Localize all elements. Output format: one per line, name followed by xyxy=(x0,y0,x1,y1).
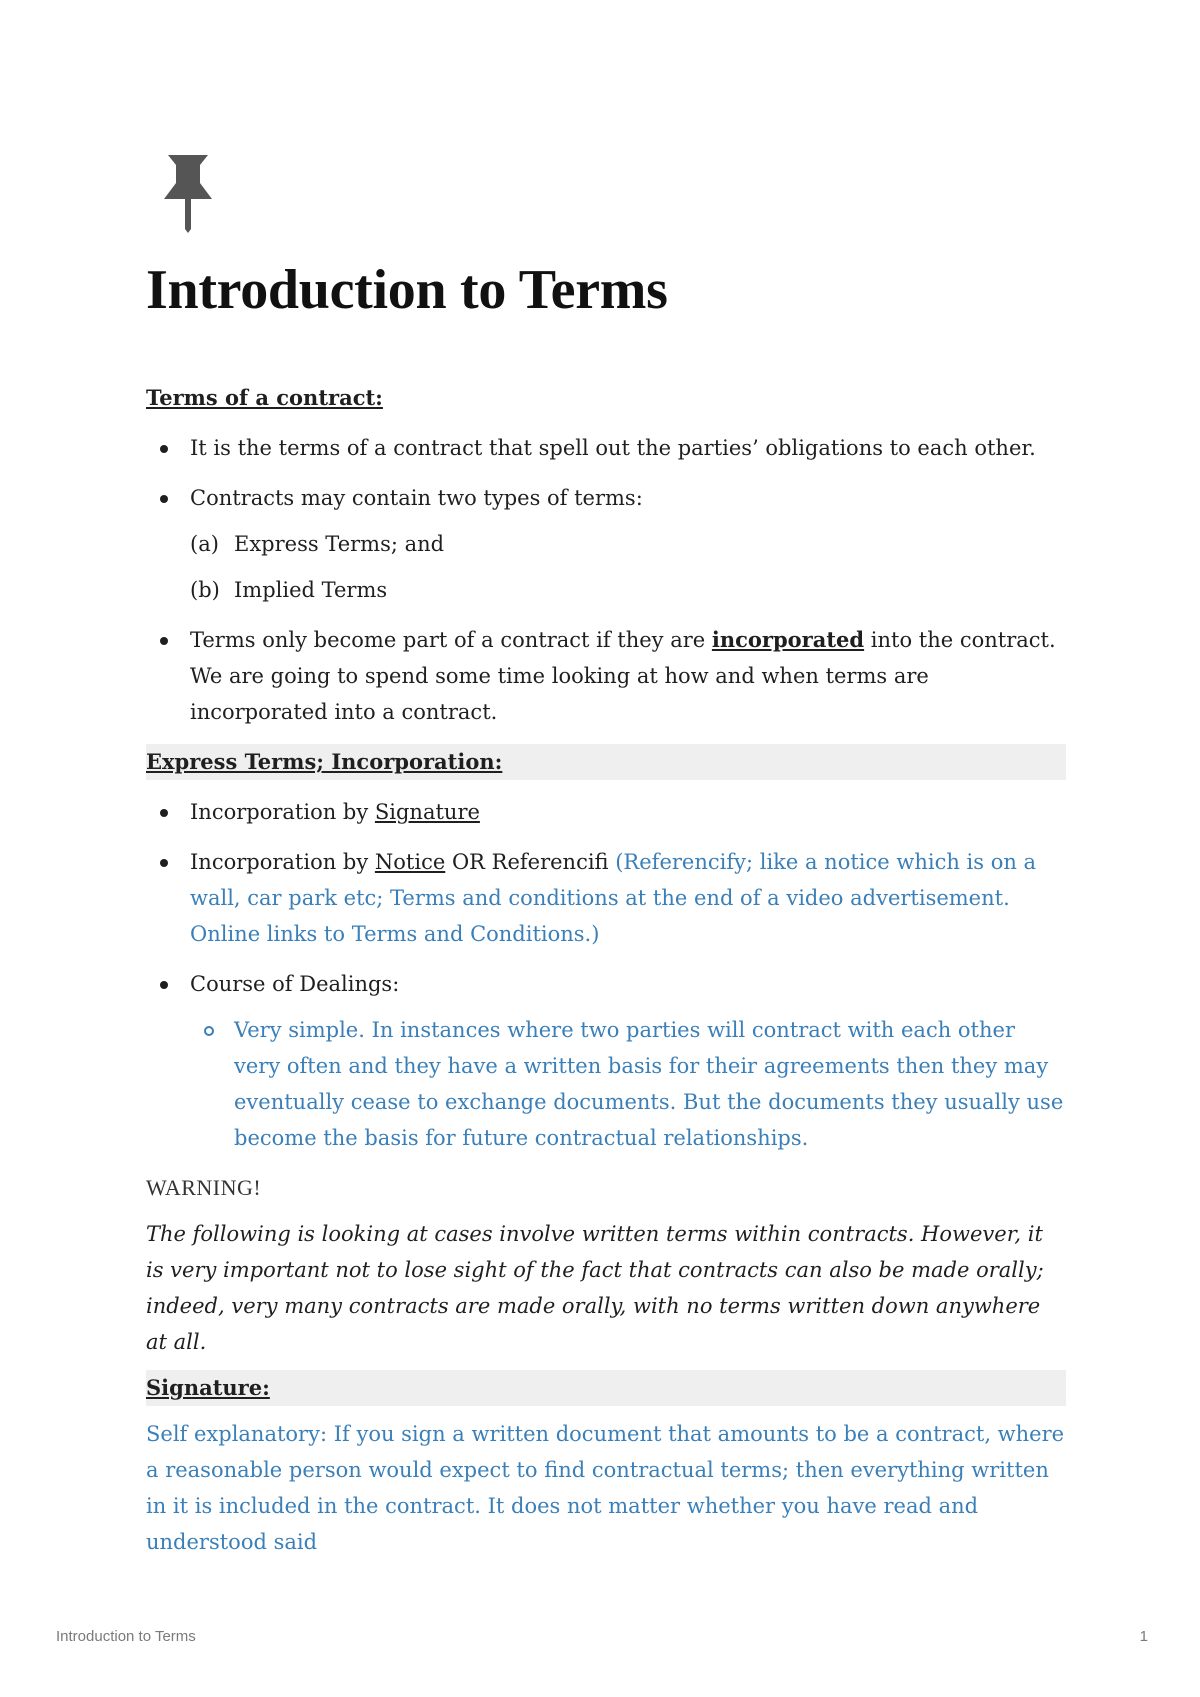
list-item: Very simple. In instances where two parties will contract with each other very often and they have a written basis for their agreements then they may eventually cease to exchange documents. But the documents they usually use become the basis for future contractual relationships. xyxy=(190,1012,1066,1156)
express-list xyxy=(146,794,1066,1002)
warning-heading: WARNING! xyxy=(146,1175,262,1200)
document-body xyxy=(146,380,1066,1560)
page-title: Introduction to Terms xyxy=(146,259,668,321)
footer-page-number: 1 xyxy=(1139,1628,1148,1645)
notice-link[interactable]: Notice xyxy=(374,850,446,874)
course-of-dealings-sublist xyxy=(146,1012,1066,1156)
footer-doc-title: Introduction to Terms xyxy=(56,1628,196,1645)
alpha-item-a: (a) Express Terms; and xyxy=(190,532,445,556)
list-item: Incorporation by Notice OR Referencifi (Referencify; like a notice which is on a wall, car park etc; Terms and conditions at the end of a video advertisement. Online links to Terms and Conditions.) xyxy=(146,844,1066,952)
list-item: Contracts may contain two types of terms: xyxy=(146,480,1066,516)
terms-list xyxy=(146,430,1066,516)
referencify-note: (Referencify; like a notice which is on a wall, car park etc; Terms and conditions at the end of a video advertisement. Online links to Terms and Conditions.) xyxy=(190,850,1037,946)
list-item: Course of Dealings: xyxy=(146,966,1066,1002)
section-heading-signature: Signature: xyxy=(146,1370,1066,1406)
incorporated-emphasis: incorporated xyxy=(711,627,865,652)
pushpin-icon xyxy=(162,155,214,233)
list-item: It is the terms of a contract that spell out the parties’ obligations to each other. xyxy=(146,430,1066,466)
signature-text: Self explanatory: If you sign a written document that amounts to be a contract, where a reasonable person would expect to find contractual terms; then everything written in it is included in the contract. It does not matter whether you have read and understood said xyxy=(146,1422,1065,1554)
signature-link[interactable]: Signature xyxy=(374,800,480,824)
section-heading-terms: Terms of a contract: xyxy=(146,385,383,410)
page-footer xyxy=(56,1628,1148,1645)
section-heading-express: Express Terms; Incorporation: xyxy=(146,744,1066,780)
warning-text: The following is looking at cases involve written terms within contracts. However, it is very important not to lose sight of the fact that contracts can also be made orally; indeed, very many contracts are made orally, with no terms written down anywhere at all. xyxy=(146,1222,1044,1354)
alpha-item-b: (b) Implied Terms xyxy=(190,578,388,602)
list-item: Terms only become part of a contract if they are incorporated into the contract. We are going to spend some time looking at how and when terms are incorporated into a contract. xyxy=(146,622,1066,730)
list-item: Incorporation by Signature xyxy=(146,794,1066,830)
